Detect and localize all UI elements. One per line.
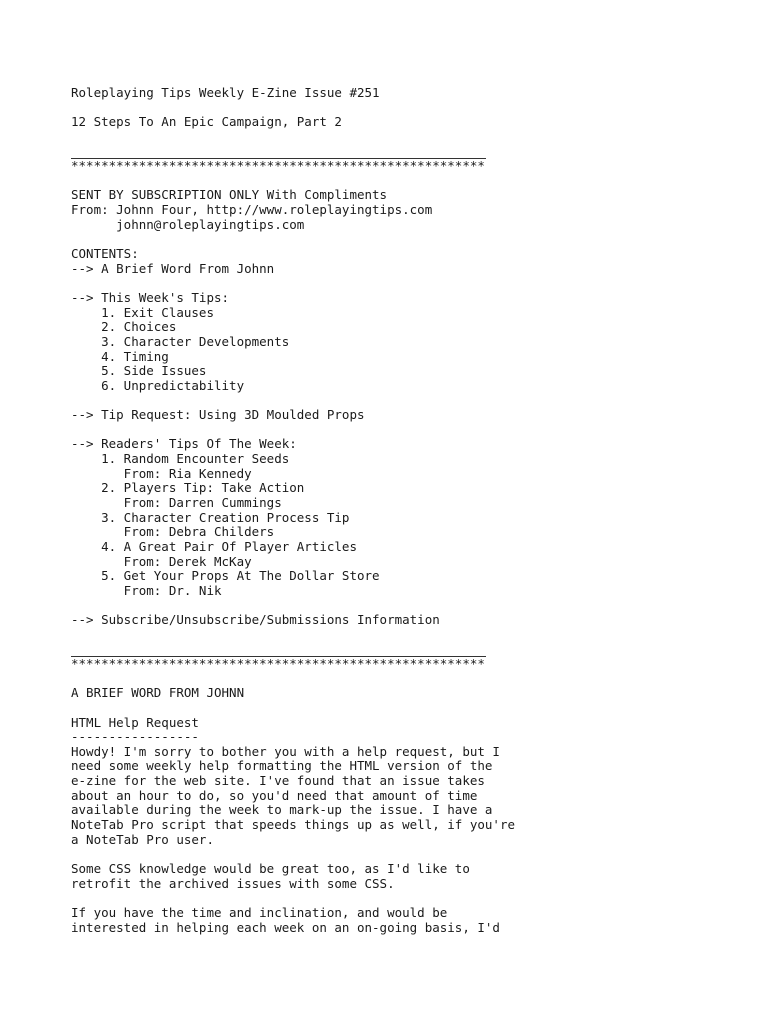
- blank-line: [71, 847, 751, 862]
- text-line: NoteTab Pro script that speeds things up as well, if you're: [71, 817, 516, 833]
- text-line: Howdy! I'm sorry to bother you with a help request, but I: [71, 743, 500, 759]
- text-line: 4. Timing: [71, 348, 169, 364]
- blank-line: [71, 891, 751, 906]
- text-line: From: Debra Childers: [71, 524, 275, 540]
- text-line: 2. Players Tip: Take Action: [71, 480, 305, 496]
- text-line: 3. Character Developments: [71, 333, 290, 349]
- text-line: 4. A Great Pair Of Player Articles: [71, 538, 357, 554]
- text-line: From: Ria Kennedy: [71, 465, 252, 481]
- blank-line: [71, 701, 751, 716]
- blank-line: [71, 174, 751, 189]
- text-line: --> Tip Request: Using 3D Moulded Props: [71, 407, 365, 423]
- text-line: CONTENTS:: [71, 246, 139, 262]
- text-line: *******************************************************: [71, 158, 485, 174]
- text-line: a NoteTab Pro user.: [71, 831, 214, 847]
- blank-line: [71, 232, 751, 247]
- text-line: 2. Choices: [71, 319, 177, 335]
- text-line: --> Readers' Tips Of The Week:: [71, 436, 297, 452]
- text-line: A BRIEF WORD FROM JOHNN: [71, 685, 245, 701]
- text-line: *******************************************************: [71, 655, 485, 671]
- blank-line: [71, 628, 751, 643]
- text-line: --> This Week's Tips:: [71, 289, 230, 305]
- text-line: 3. Character Creation Process Tip: [71, 509, 350, 525]
- text-line: 12 Steps To An Epic Campaign, Part 2: [71, 114, 342, 130]
- text-line: From: Derek McKay: [71, 553, 252, 569]
- text-line: 5. Get Your Props At The Dollar Store: [71, 568, 380, 584]
- text-line: need some weekly help formatting the HTML version of the: [71, 758, 493, 774]
- blank-line: [71, 130, 751, 145]
- text-line: Roleplaying Tips Weekly E-Zine Issue #251: [71, 85, 380, 100]
- text-line: Some CSS knowledge would be great too, as I'd like to: [71, 860, 470, 876]
- separator-rule: [71, 642, 486, 657]
- text-line: -----------------: [71, 729, 199, 745]
- blank-line: [71, 672, 751, 687]
- blank-line: [71, 101, 751, 116]
- text-line: SENT BY SUBSCRIPTION ONLY With Compliments: [71, 187, 388, 203]
- text-line: From: Darren Cummings: [71, 494, 282, 510]
- blank-line: [71, 276, 751, 291]
- blank-line: [71, 393, 751, 408]
- text-line: If you have the time and inclination, and would be: [71, 904, 448, 920]
- ezine-text-document: [71, 86, 751, 935]
- text-line: e-zine for the web site. I've found that an issue takes: [71, 773, 485, 789]
- text-line: 1. Random Encounter Seeds: [71, 451, 290, 467]
- blank-line: [71, 423, 751, 438]
- text-line: --> A Brief Word From Johnn: [71, 260, 275, 276]
- text-line: 5. Side Issues: [71, 363, 207, 379]
- separator-rule: [71, 145, 486, 160]
- text-line: --> Subscribe/Unsubscribe/Submissions Information: [71, 612, 440, 628]
- text-line: retrofit the archived issues with some CSS.: [71, 875, 395, 891]
- text-line: 1. Exit Clauses: [71, 304, 214, 320]
- text-line: interested in helping each week on an on-going basis, I'd: [71, 919, 500, 935]
- text-line: From: Johnn Four, http://www.roleplayingtips.com: [71, 202, 433, 218]
- text-line: From: Dr. Nik: [71, 582, 222, 598]
- text-line: HTML Help Request: [71, 714, 199, 730]
- text-line: available during the week to mark-up the issue. I have a: [71, 802, 493, 818]
- blank-line: [71, 598, 751, 613]
- text-line: about an hour to do, so you'd need that amount of time: [71, 787, 478, 803]
- text-line: johnn@roleplayingtips.com: [71, 216, 305, 232]
- text-line: 6. Unpredictability: [71, 377, 245, 393]
